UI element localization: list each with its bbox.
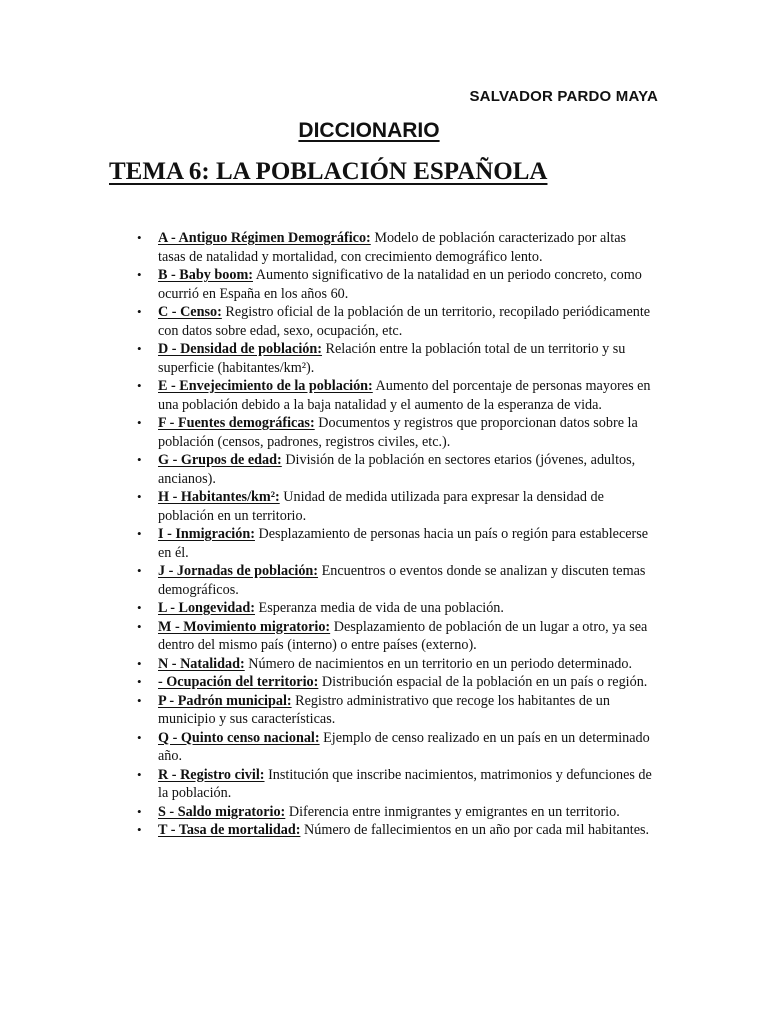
glossary-entry [134,303,654,340]
glossary-list [134,229,654,840]
glossary-definition: Aumento del porcentaje de personas mayores en una población debido a la baja natalidad y el aumento de la esperanza de vida. [158,378,651,413]
glossary-definition: Modelo de población caracterizado por altas tasas de natalidad y mortalidad, con crecimiento demográfico lento. [158,230,627,265]
glossary-entry [134,655,654,674]
glossary-definition: Número de nacimientos en un territorio en un periodo determinado. [248,655,633,672]
glossary-entry [134,766,654,803]
bullet-icon: • [137,304,142,319]
glossary-term: Q - Quinto censo nacional: [158,729,320,746]
glossary-definition: Número de fallecimientos en un año por cada mil habitantes. [303,822,650,838]
bullet-icon: • [137,267,142,282]
glossary-definition: Esperanza media de vida de una población. [258,600,504,616]
glossary-entry [134,803,654,822]
glossary-term: J - Jornadas de población: [158,563,319,579]
glossary-definition: Diferencia entre inmigrantes y emigrantes en un territorio. [288,803,620,820]
glossary-term: A - Antiguo Régimen Demográfico: [158,230,371,246]
glossary-term: E - Envejecimiento de la población: [158,378,373,394]
bullet-icon: • [137,729,142,745]
glossary-term: C - Censo: [158,304,222,320]
topic-title: TEMA 6: LA POBLACIÓN ESPAÑOLA [109,158,548,185]
glossary-entry [134,377,654,414]
bullet-icon: • [137,618,142,634]
glossary-definition: Unidad de medida utilizada para expresar la densidad de población en un territorio. [158,489,604,524]
glossary-entry [134,414,654,451]
glossary-entry [134,229,654,266]
glossary-term: T - Tasa de mortalidad: [158,822,301,838]
bullet-icon: • [137,600,142,615]
glossary-definition: Aumento significativo de la natalidad en un periodo concreto, como ocurrió en España en los años 60. [158,267,642,302]
glossary-entry [134,488,654,525]
glossary-entry [134,673,654,692]
author-name: SALVADOR PARDO MAYA [469,88,658,105]
glossary-term: N - Natalidad: [158,655,245,672]
glossary-definition: Relación entre la población total de un territorio y su superficie (habitantes/km²). [158,341,626,376]
glossary-definition: Registro administrativo que recoge los habitantes de un municipio y sus características. [158,692,610,727]
glossary-entry [134,692,654,729]
glossary-definition: Distribución espacial de la población en un país o región. [321,674,648,690]
bullet-icon: • [137,489,142,504]
bullet-icon: • [137,822,142,837]
glossary-term: R - Registro civil: [158,766,265,783]
bullet-icon: • [137,526,142,541]
glossary-definition: Documentos y registros que proporcionan datos sobre la población (censos, padrones, registros civiles, etc.). [158,415,638,450]
glossary-definition: Desplazamiento de personas hacia un país o región para establecerse en él. [158,526,649,561]
glossary-term: F - Fuentes demográficas: [158,415,315,431]
bullet-icon: • [137,674,142,689]
glossary-entry [134,525,654,562]
glossary-term: M - Movimiento migratorio: [158,618,331,635]
glossary-term: D - Densidad de población: [158,341,322,357]
bullet-icon: • [137,378,142,393]
bullet-icon: • [137,230,142,245]
bullet-icon: • [137,415,142,430]
glossary-term: G - Grupos de edad: [158,452,282,468]
glossary-definition: Registro oficial de la población de un territorio, recopilado periódicamente con datos sobre edad, sexo, ocupación, etc. [158,304,651,339]
glossary-entry [134,451,654,488]
document-title: DICCIONARIO [298,119,440,142]
glossary-definition: Ejemplo de censo realizado en un país en un determinado año. [158,729,650,764]
glossary-definition: Encuentros o eventos donde se analizan y discuten temas demográficos. [158,563,646,598]
glossary-term: L - Longevidad: [158,600,255,616]
bullet-icon: • [137,341,142,356]
glossary-entry [134,340,654,377]
glossary-definition: Desplazamiento de población de un lugar a otro, ya sea dentro del mismo país (interno) o entre países (externo). [158,618,648,653]
glossary-entry [134,562,654,599]
glossary-term: H - Habitantes/km²: [158,489,280,505]
glossary-entry [134,821,654,840]
glossary-entry [134,618,654,655]
bullet-icon: • [137,563,142,578]
bullet-icon: • [137,692,142,708]
glossary-term: P - Padrón municipal: [158,692,292,709]
glossary-term: B - Baby boom: [158,267,253,283]
bullet-icon: • [137,655,142,671]
glossary-term: I - Inmigración: [158,526,255,542]
glossary-entry [134,729,654,766]
glossary-entry [134,599,654,618]
glossary-term: - Ocupación del territorio: [158,674,319,690]
bullet-icon: • [137,452,142,467]
glossary-definition: Institución que inscribe nacimientos, matrimonios y defunciones de la población. [158,766,652,801]
glossary-entry [134,266,654,303]
glossary-definition: División de la población en sectores etarios (jóvenes, adultos, ancianos). [158,452,636,487]
glossary-term: S - Saldo migratorio: [158,803,286,820]
bullet-icon: • [137,766,142,782]
bullet-icon: • [137,803,142,819]
